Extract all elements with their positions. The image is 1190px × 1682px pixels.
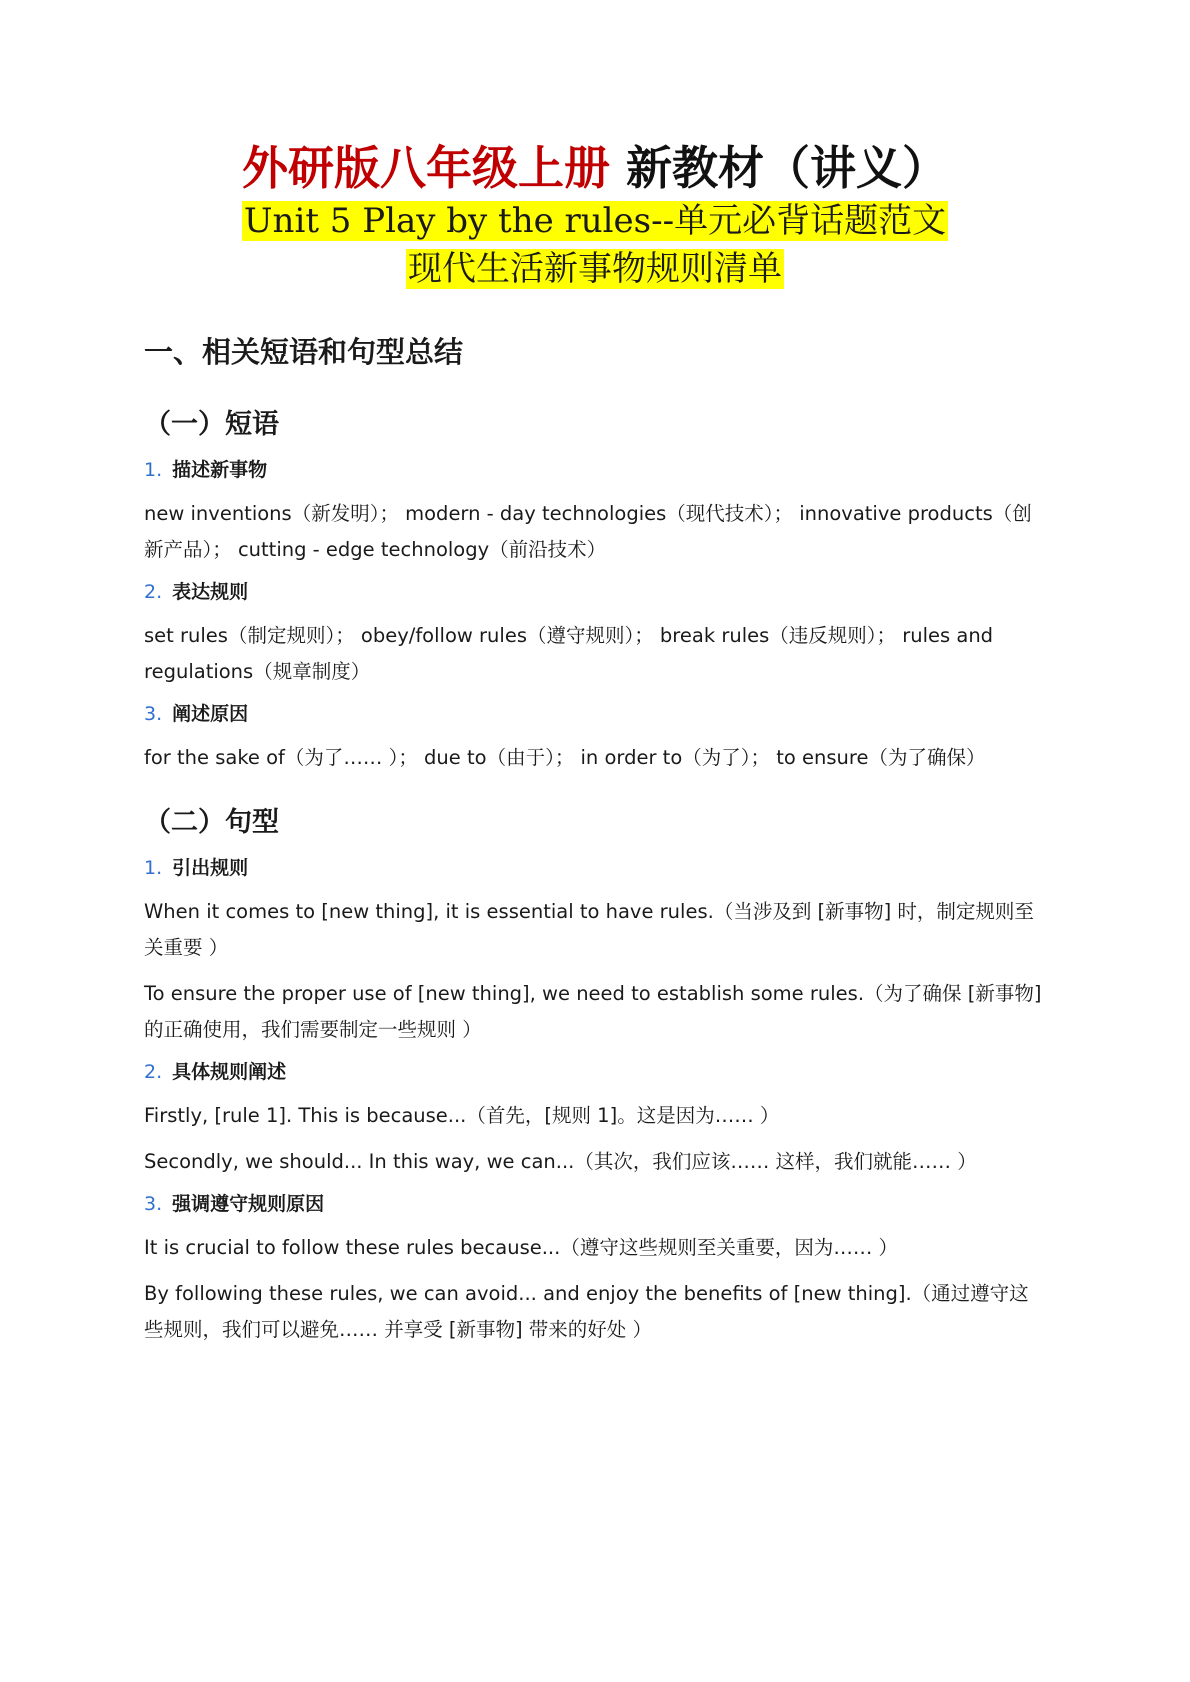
section-heading: 一、相关短语和句型总结 (144, 335, 464, 369)
subtitle-topic: 现代生活新事物规则清单 (408, 249, 782, 289)
phrase-item-2-text: set rules（制定规则）； obey/follow rules（遵守规则）； break rules（违反规则）； rules and regulations（规章制度） (144, 624, 994, 683)
item-number: 2. (144, 1061, 163, 1083)
subtitle-unit: Unit 5 Play by the rules--单元必背话题范文 (243, 201, 947, 241)
phrase-item-3-text: for the sake of（为了…… ）； due to（由于）； in order to（为了）； to ensure（为了确保） (144, 746, 986, 769)
phrase-item-1-heading (144, 456, 1044, 484)
item-number: 3. (144, 1193, 163, 1215)
subtitle-line-2 (0, 246, 1190, 292)
sentence-2-1: Firstly, [rule 1]. This is because...（首先，[规则 1]。这是因为…… ） (144, 1104, 780, 1127)
sentence-item-2-heading (144, 1058, 1044, 1086)
sentence-item-1-heading (144, 854, 1044, 882)
item-number: 3. (144, 703, 163, 725)
sentence-1-1: When it comes to [new thing], it is essential to have rules.（当涉及到 [新事物] 时，制定规则至关重要 ） (144, 900, 1034, 959)
sentence-item-3-heading (144, 1190, 1044, 1218)
main-title-black: 新教材（讲义） (626, 141, 948, 195)
sentences-heading: （二）句型 (144, 807, 279, 838)
phrase-item-3-heading (144, 700, 1044, 728)
phrase-item-2-heading (144, 578, 1044, 606)
sentence-3-2: By following these rules, we can avoid... and enjoy the benefits of [new thing].（通过遵守这些规则，我们可以避免…… 并享受 [新事物] 带来的好处 ） (144, 1282, 1029, 1341)
sentence-1-2: To ensure the proper use of [new thing], we need to establish some rules.（为了确保 [新事物] 的正确使用，我们需要制定一些规则 ） (144, 982, 1042, 1041)
title-block (0, 140, 1190, 292)
sentence-3-1: It is crucial to follow these rules because...（遵守这些规则至关重要，因为…… ） (144, 1236, 899, 1259)
item-title: 阐述原因 (172, 703, 249, 725)
phrase-item-1-text: new inventions（新发明）； modern - day technologies（现代技术）； innovative products（创新产品）； cutting - edge technology（前沿技术） (144, 502, 1032, 561)
item-number: 2. (144, 581, 163, 603)
main-title-red: 外研版八年级上册 (241, 141, 610, 195)
item-title: 表达规则 (172, 581, 249, 603)
sentence-2-2: Secondly, we should... In this way, we can...（其次，我们应该…… 这样，我们就能…… ） (144, 1150, 977, 1173)
item-title: 引出规则 (172, 857, 249, 879)
item-title: 描述新事物 (172, 459, 268, 481)
item-number: 1. (144, 857, 163, 879)
subtitle-line-1 (0, 198, 1190, 244)
phrases-heading: （一）短语 (144, 409, 279, 440)
item-title: 具体规则阐述 (172, 1061, 287, 1083)
item-number: 1. (144, 459, 163, 481)
item-title: 强调遵守规则原因 (172, 1193, 325, 1215)
content (144, 332, 1044, 1358)
main-title (0, 140, 1190, 196)
